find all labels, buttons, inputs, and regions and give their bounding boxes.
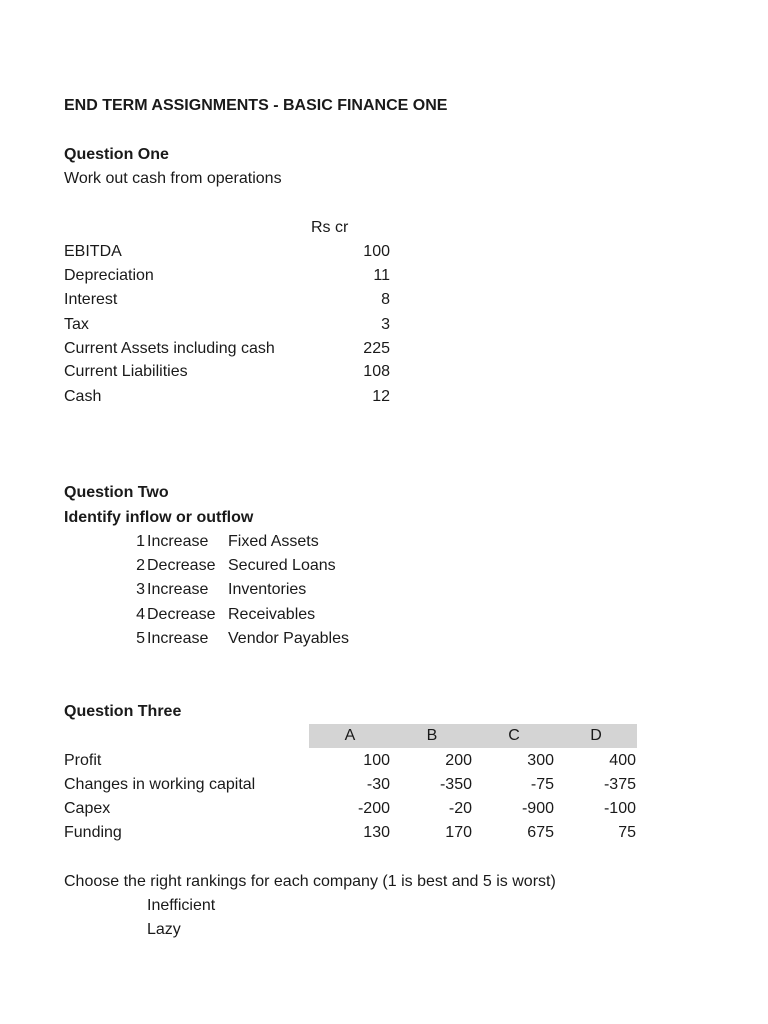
q3-cell: -30 bbox=[366, 776, 390, 793]
q3-cell: -375 bbox=[603, 776, 636, 793]
q2-item-name: Inventories bbox=[228, 581, 307, 598]
q1-row-value: 12 bbox=[372, 388, 390, 405]
q3-cell: -200 bbox=[357, 800, 390, 817]
q1-row-label: Depreciation bbox=[64, 267, 154, 284]
q2-item-number: 1 bbox=[136, 533, 145, 550]
q3-row-label: Profit bbox=[64, 752, 102, 769]
q1-row-value: 8 bbox=[381, 291, 390, 308]
q1-row-label: Current Assets including cash bbox=[64, 340, 275, 357]
q2-item-change: Decrease bbox=[147, 557, 216, 574]
q1-row-value: 100 bbox=[363, 243, 390, 260]
q3-row-label: Changes in working capital bbox=[64, 776, 256, 793]
q1-row-label: Cash bbox=[64, 388, 102, 405]
q3-cell: -100 bbox=[603, 800, 636, 817]
q3-cell: 100 bbox=[363, 752, 390, 769]
ranking-option: Inefficient bbox=[147, 897, 216, 914]
q2-item-name: Vendor Payables bbox=[228, 630, 349, 647]
q2-item-name: Receivables bbox=[228, 606, 316, 623]
q3-row-label: Capex bbox=[64, 800, 111, 817]
q1-row-value: 225 bbox=[363, 340, 390, 357]
q1-row-value: 11 bbox=[373, 267, 390, 284]
column-header-c: C bbox=[508, 727, 520, 744]
q3-cell: 675 bbox=[527, 824, 554, 841]
q2-item-number: 5 bbox=[136, 630, 145, 647]
question-two-instruction: Identify inflow or outflow bbox=[64, 509, 254, 526]
q2-item-number: 2 bbox=[136, 557, 145, 574]
q1-row-label: Current Liabilities bbox=[64, 363, 188, 380]
q3-cell: 400 bbox=[609, 752, 636, 769]
ranking-option: Lazy bbox=[147, 921, 181, 938]
q2-item-change: Increase bbox=[147, 630, 209, 647]
question-one-instruction: Work out cash from operations bbox=[64, 170, 282, 187]
q3-cell: -75 bbox=[530, 776, 554, 793]
q2-item-change: Increase bbox=[147, 533, 209, 550]
q3-cell: -20 bbox=[448, 800, 472, 817]
q3-cell: 200 bbox=[445, 752, 472, 769]
column-header-b: B bbox=[426, 727, 438, 744]
q1-row-value: 3 bbox=[381, 316, 390, 333]
q3-cell: 300 bbox=[527, 752, 554, 769]
q3-cell: 75 bbox=[618, 824, 636, 841]
column-header-d: D bbox=[590, 727, 602, 744]
q2-item-change: Increase bbox=[147, 581, 209, 598]
q3-cell: -900 bbox=[521, 800, 554, 817]
column-header-a: A bbox=[344, 727, 356, 744]
q1-row-label: Tax bbox=[64, 316, 89, 333]
question-one-heading: Question One bbox=[64, 146, 169, 163]
q3-row-label: Funding bbox=[64, 824, 122, 841]
q1-row-value: 108 bbox=[363, 363, 390, 380]
q3-cell: -350 bbox=[439, 776, 472, 793]
q2-item-name: Fixed Assets bbox=[228, 533, 319, 550]
q3-cell: 170 bbox=[445, 824, 472, 841]
q2-item-name: Secured Loans bbox=[228, 557, 336, 574]
question-three-heading: Question Three bbox=[64, 703, 182, 720]
q2-item-change: Decrease bbox=[147, 606, 216, 623]
q2-item-number: 3 bbox=[136, 581, 145, 598]
q2-item-number: 4 bbox=[136, 606, 145, 623]
document-title: END TERM ASSIGNMENTS - BASIC FINANCE ONE bbox=[64, 97, 448, 114]
q3-cell: 130 bbox=[363, 824, 390, 841]
question-two-heading: Question Two bbox=[64, 484, 169, 501]
q1-row-label: Interest bbox=[64, 291, 118, 308]
question-three-instruction: Choose the right rankings for each company (1 is best and 5 is worst) bbox=[64, 873, 556, 890]
q1-row-label: EBITDA bbox=[64, 243, 122, 260]
unit-label: Rs cr bbox=[311, 219, 349, 236]
